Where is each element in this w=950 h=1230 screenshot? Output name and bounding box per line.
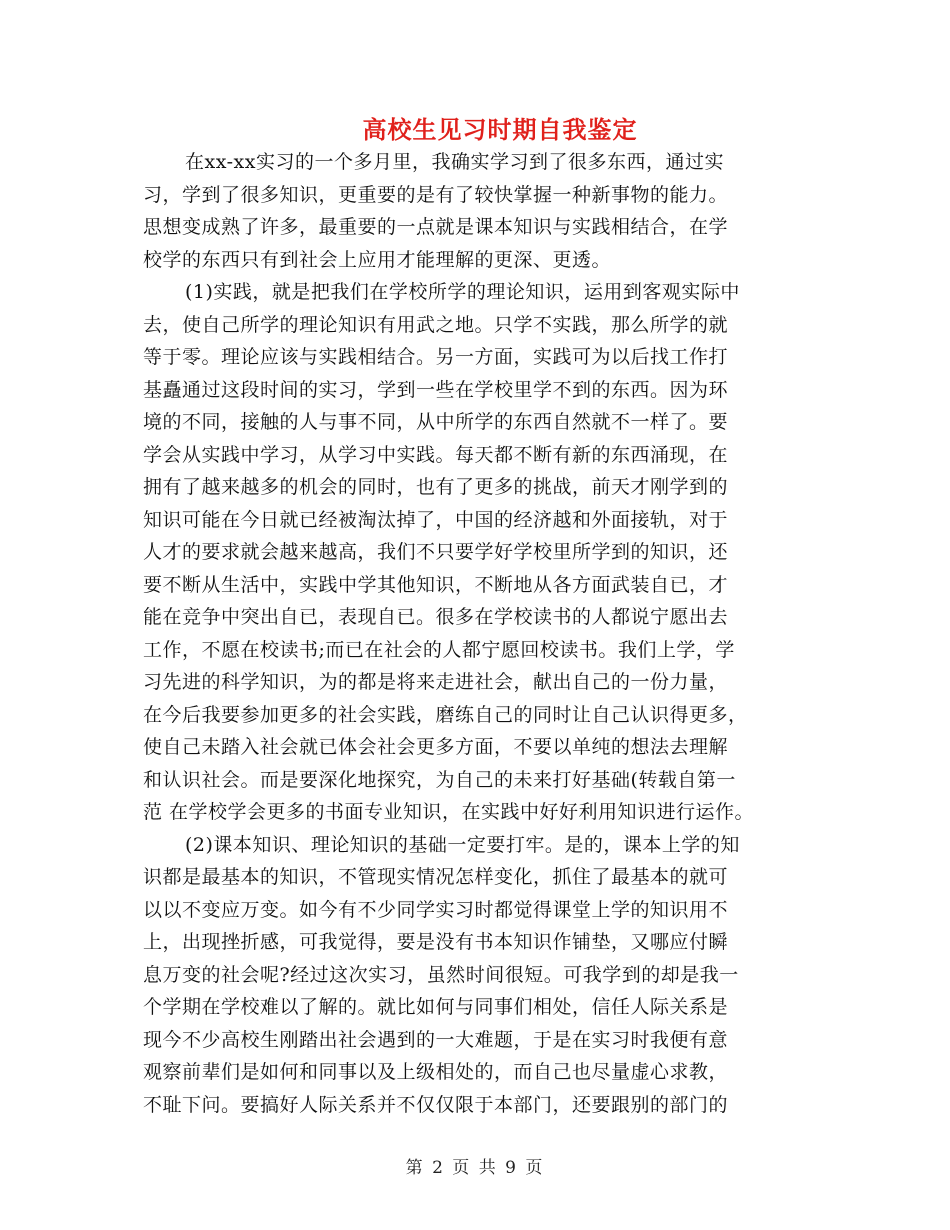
paragraph-line: 现今不少高校生刚踏出社会遇到的一大难题，于是在实习时我便有意: [143, 1028, 729, 1051]
paragraph-line: 工作，不愿在校读书;而已在社会的人都宁愿回校读书。我们上学，学: [143, 638, 735, 661]
paragraph-line: 等于零。理论应该与实践相结合。另一方面，实践可为以后找工作打: [143, 346, 729, 368]
paragraph-line: 个学期在学校难以了解的。就比如何与同事们相处，信任人际关系是: [143, 996, 729, 1018]
paragraph-line: 能在竞争中突出自已，表现自已。很多在学校读书的人都说宁愿出去: [143, 606, 729, 628]
paragraph-line: (2)课本知识、理论知识的基础一定要打牢。是的，课本上学的知: [185, 833, 740, 856]
paragraph-line: 思想变成熟了许多，最重要的一点就是课本知识与实践相结合，在学: [143, 216, 729, 238]
document-body: [143, 146, 815, 1121]
document-title: 高校生见习时期自我鉴定: [362, 115, 638, 144]
paragraph-line: 拥有了越来越多的机会的同时，也有了更多的挑战，前天才刚学到的: [143, 476, 729, 498]
paragraph-line: 要不断从生活中，实践中学其他知识，不断地从各方面武装自已，才: [143, 573, 729, 596]
paragraph-line: 在xx-xx实习的一个多月里，我确实学习到了很多东西，通过实: [185, 151, 724, 173]
paragraph-line: 境的不同，接触的人与事不同，从中所学的东西自然就不一样了。要: [143, 411, 729, 433]
paragraph-line: 习先进的科学知识，为的都是将来走进社会，献出自己的一份力量，: [143, 671, 729, 693]
paragraph-line: 学会从实践中学习，从学习中实践。每天都不断有新的东西涌现，在: [143, 443, 729, 466]
paragraph-line: 范 在学校学会更多的书面专业知识，在实践中好好利用知识进行运作。: [143, 801, 755, 823]
paragraph-line: 在今后我要参加更多的社会实践，磨练自己的同时让自己认识得更多，: [143, 703, 748, 726]
paragraph-line: 校学的东西只有到社会上应用才能理解的更深、更透。: [143, 248, 612, 271]
paragraph-line: 息万变的社会呢?经过这次实习，虽然时间很短。可我学到的却是我一: [143, 963, 739, 986]
paragraph-line: 上，出现挫折感，可我觉得，要是没有书本知识作铺垫，又哪应付瞬: [143, 931, 729, 953]
paragraph-line: 基矗通过这段时间的实习，学到一些在学校里学不到的东西。因为环: [143, 378, 729, 401]
paragraph-line: 知识可能在今日就已经被淘汰掉了，中国的经济越和外面接轨，对于: [143, 508, 729, 531]
paragraph-line: 去，使自己所学的理论知识有用武之地。只学不实践，那么所学的就: [143, 313, 729, 336]
paragraph-line: 和认识社会。而是要深化地探究，为自己的未来打好基础(转载自第一: [143, 768, 736, 791]
paragraph-line: 人才的要求就会越来越高，我们不只要学好学校里所学到的知识，还: [143, 541, 729, 563]
paragraph-line: 习，学到了很多知识，更重要的是有了较快掌握一种新事物的能力。: [143, 183, 729, 206]
paragraph-line: 识都是最基本的知识，不管现实情况怎样变化，抓住了最基本的就可: [143, 866, 729, 888]
paragraph-line: 使自己未踏入社会就已体会社会更多方面，不要以单纯的想法去理解: [143, 736, 729, 758]
paragraph-line: 不耻下问。要搞好人际关系并不仅仅限于本部门，还要跟别的部门的: [143, 1093, 729, 1116]
page-footer: 第 2 页 共 9 页: [405, 1158, 545, 1178]
paragraph-line: (1)实践，就是把我们在学校所学的理论知识，运用到客观实际中: [185, 281, 740, 303]
paragraph-line: 观察前辈们是如何和同事以及上级相处的，而自己也尽量虚心求教，: [143, 1061, 729, 1083]
paragraph-line: 以以不变应万变。如今有不少同学实习时都觉得课堂上学的知识用不: [143, 898, 729, 921]
